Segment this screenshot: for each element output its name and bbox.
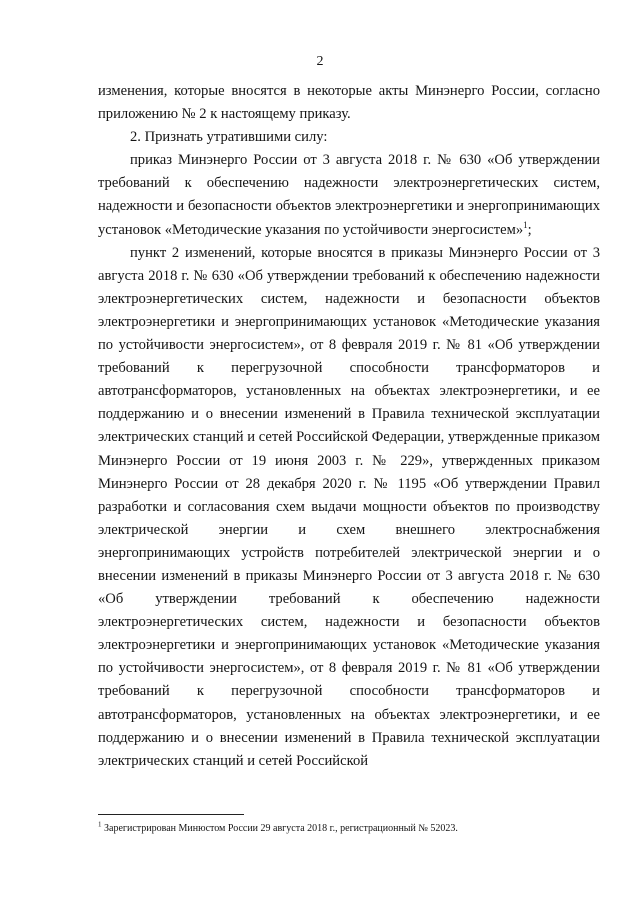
paragraph-order-630 [98,149,600,241]
paragraph-order-630-tail: ; [527,221,532,238]
footnote-reference: 1 [523,219,528,230]
footnote-text: Зарегистрирован Минюстом России 29 августа 2018 г., регистрационный № 52023. [104,823,458,834]
footnote-divider [98,814,244,815]
paragraph-item-2: 2. Признать утратившими силу: [130,129,328,146]
paragraph-order-630-text: приказ Минэнерго России от 3 августа 2018 г. № 630 «Об утверждении требований к обеспечению надежности электроэнергетических систем, надежности и безопасности объектов электроэнергетики и энергопринимающих установок «Методические указания по устойчивости энергосистем» [98,152,600,238]
page-number: 2 [316,54,324,69]
footnote [98,822,600,835]
footnote-marker: 1 [98,820,102,829]
paragraph-point-2-changes: пункт 2 изменений, которые вносятся в приказы Минэнерго России от 3 августа 2018 г. № 630 «Об утверждении требований к обеспечению надежности электроэнергетических систем, надежности и безопасности объектов электроэнергетики и энергопринимающих установок «Методические указания по устойчивости энергосистем», от 8 февраля 2019 г. № 81 «Об утверждении требований к перегрузочной способности трансформаторов и автотрансформаторов, установленных на объектах электроэнергетики, и ее поддержанию и о внесении изменений в Правила технической эксплуатации электрических станций и сетей Российской Федерации, утвержденные приказом Минэнерго России от 19 июня 2003 г. № 229», утвержденных приказом Минэнерго России от 28 декабря 2020 г. № 1195 «Об утверждении Правил разработки и согласования схем выдачи мощности объектов по производству электрической энергии и схем внешнего электроснабжения энергопринимающих устройств потребителей электрической энергии и о внесении изменений в приказы Минэнерго России от 3 августа 2018 г. № 630 «Об утверждении требований к обеспечению надежности электроэнергетических систем, надежности и безопасности объектов электроэнергетики и энергопринимающих установок «Методические указания по устойчивости энергосистем», от 8 февраля 2019 г. № 81 «Об утверждении требований к перегрузочной способности трансформаторов и автотрансформаторов, установленных на объектах электроэнергетики, и ее поддержанию и о внесении изменений в Правила технической эксплуатации электрических станций и сетей Российской [98,244,600,769]
paragraph-continuation: изменения, которые вносятся в некоторые акты Минэнерго России, согласно приложению № 2 к настоящему приказу. [98,83,600,123]
body-text [98,80,600,773]
